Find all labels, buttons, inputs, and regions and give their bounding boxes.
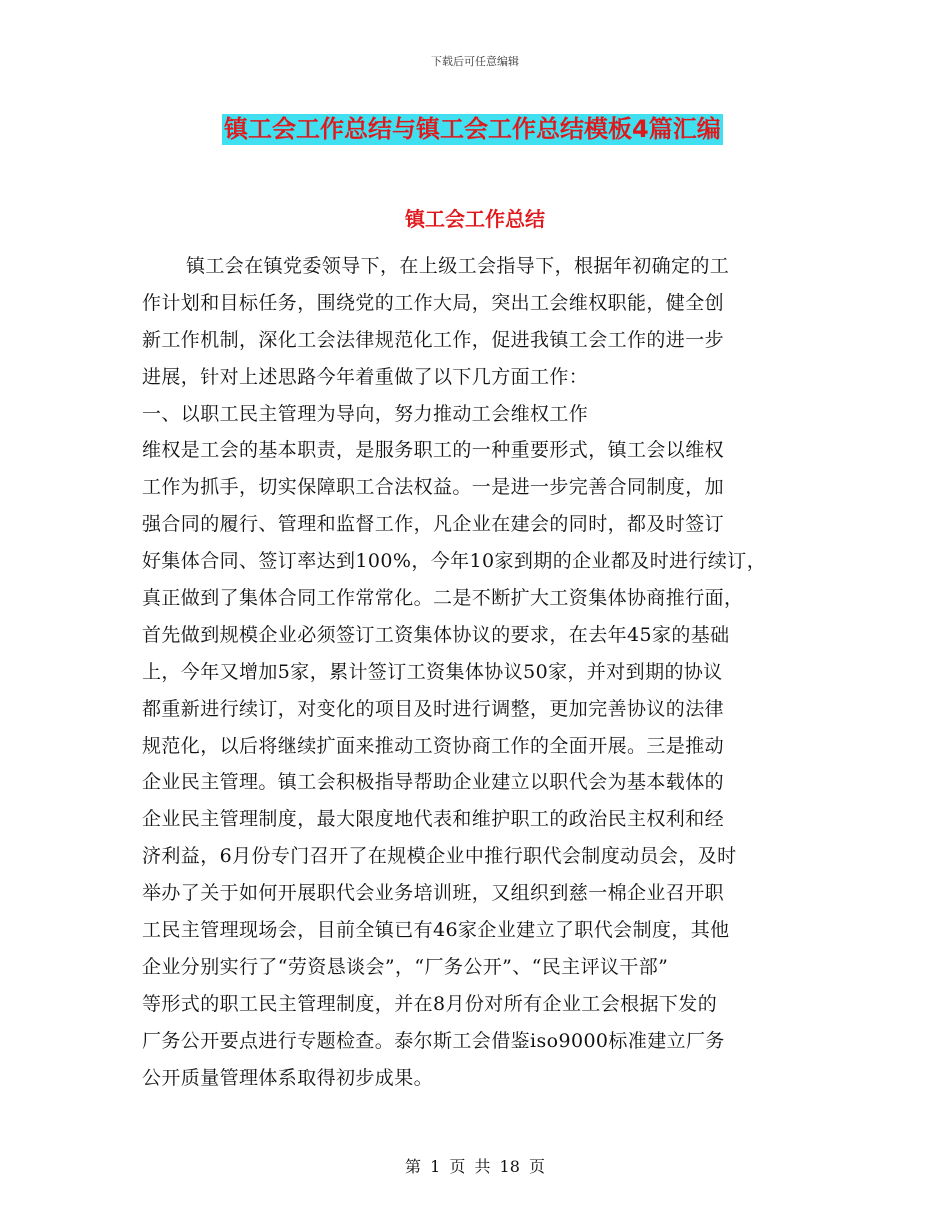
paragraph-line: 济利益，6月份专门召开了在规模企业中推行职代会制度动员会，及时 (142, 845, 737, 868)
paragraph-line: 上，今年又增加5家，累计签订工资集体协议50家，并对到期的协议 (142, 660, 723, 683)
header-note: 下载后可任意编辑 (431, 55, 519, 68)
paragraph-line: 工民主管理现场会，目前全镇已有46家企业建立了职代会制度，其他 (142, 919, 730, 942)
paragraph-line: 企业分别实行了“劳资恳谈会”，“厂务公开”、“民主评议干部” (142, 955, 669, 978)
paragraph-line: 真正做到了集体合同工作常常化。二是不断扩大工资集体协商推行面， (142, 587, 744, 610)
paragraph-line: 规范化，以后将继续扩面来推动工资协商工作的全面开展。三是推动 (142, 734, 725, 757)
paragraph-line: 都重新进行续订，对变化的项目及时进行调整，更加完善协议的法律 (142, 697, 725, 720)
paragraph-line: 企业民主管理。镇工会积极指导帮助企业建立以职代会为基本载体的 (142, 771, 725, 794)
paragraph-line: 新工作机制，深化工会法律规范化工作，促进我镇工会工作的进一步 (142, 328, 725, 351)
paragraph-line: 企业民主管理制度，最大限度地代表和维护职工的政治民主权利和经 (142, 808, 725, 831)
page-footer: 第 1 页 共 18 页 (405, 1157, 545, 1176)
body-text (142, 248, 822, 1096)
paragraph-line: 好集体合同、签订率达到100%，今年10家到期的企业都及时进行续订， (142, 550, 767, 573)
paragraph-line: 镇工会在镇党委领导下，在上级工会指导下，根据年初确定的工 (186, 255, 730, 277)
paragraph-line: 等形式的职工民主管理制度，并在8月份对所有企业工会根据下发的 (142, 992, 718, 1015)
paragraph-line: 强合同的履行、管理和监督工作，凡企业在建会的同时，都及时签订 (142, 513, 725, 536)
paragraph-line: 维权是工会的基本职责，是服务职工的一种重要形式，镇工会以维权 (142, 439, 725, 462)
paragraph-line: 举办了关于如何开展职代会业务培训班，又组织到慈一棉企业召开职 (142, 882, 725, 905)
section-title: 镇工会工作总结 (405, 207, 545, 231)
paragraph-line: 进展，针对上述思路今年着重做了以下几方面工作： (142, 365, 589, 388)
paragraph-line: 工作为抓手，切实保障职工合法权益。一是进一步完善合同制度，加 (142, 476, 725, 499)
subheading-line: 一、以职工民主管理为导向，努力推动工会维权工作 (142, 402, 589, 425)
paragraph-line: 作计划和目标任务，围绕党的工作大局，突出工会维权职能，健全创 (142, 291, 725, 314)
paragraph-line: 首先做到规模企业必须签订工资集体协议的要求，在去年45家的基础 (142, 623, 730, 646)
paragraph-line: 公开质量管理体系取得初步成果。 (142, 1066, 434, 1089)
paragraph-line: 厂务公开要点进行专题检查。泰尔斯工会借鉴iso9000标准建立厂务 (142, 1029, 725, 1052)
document-title: 镇工会工作总结与镇工会工作总结模板4篇汇编 (224, 115, 721, 143)
